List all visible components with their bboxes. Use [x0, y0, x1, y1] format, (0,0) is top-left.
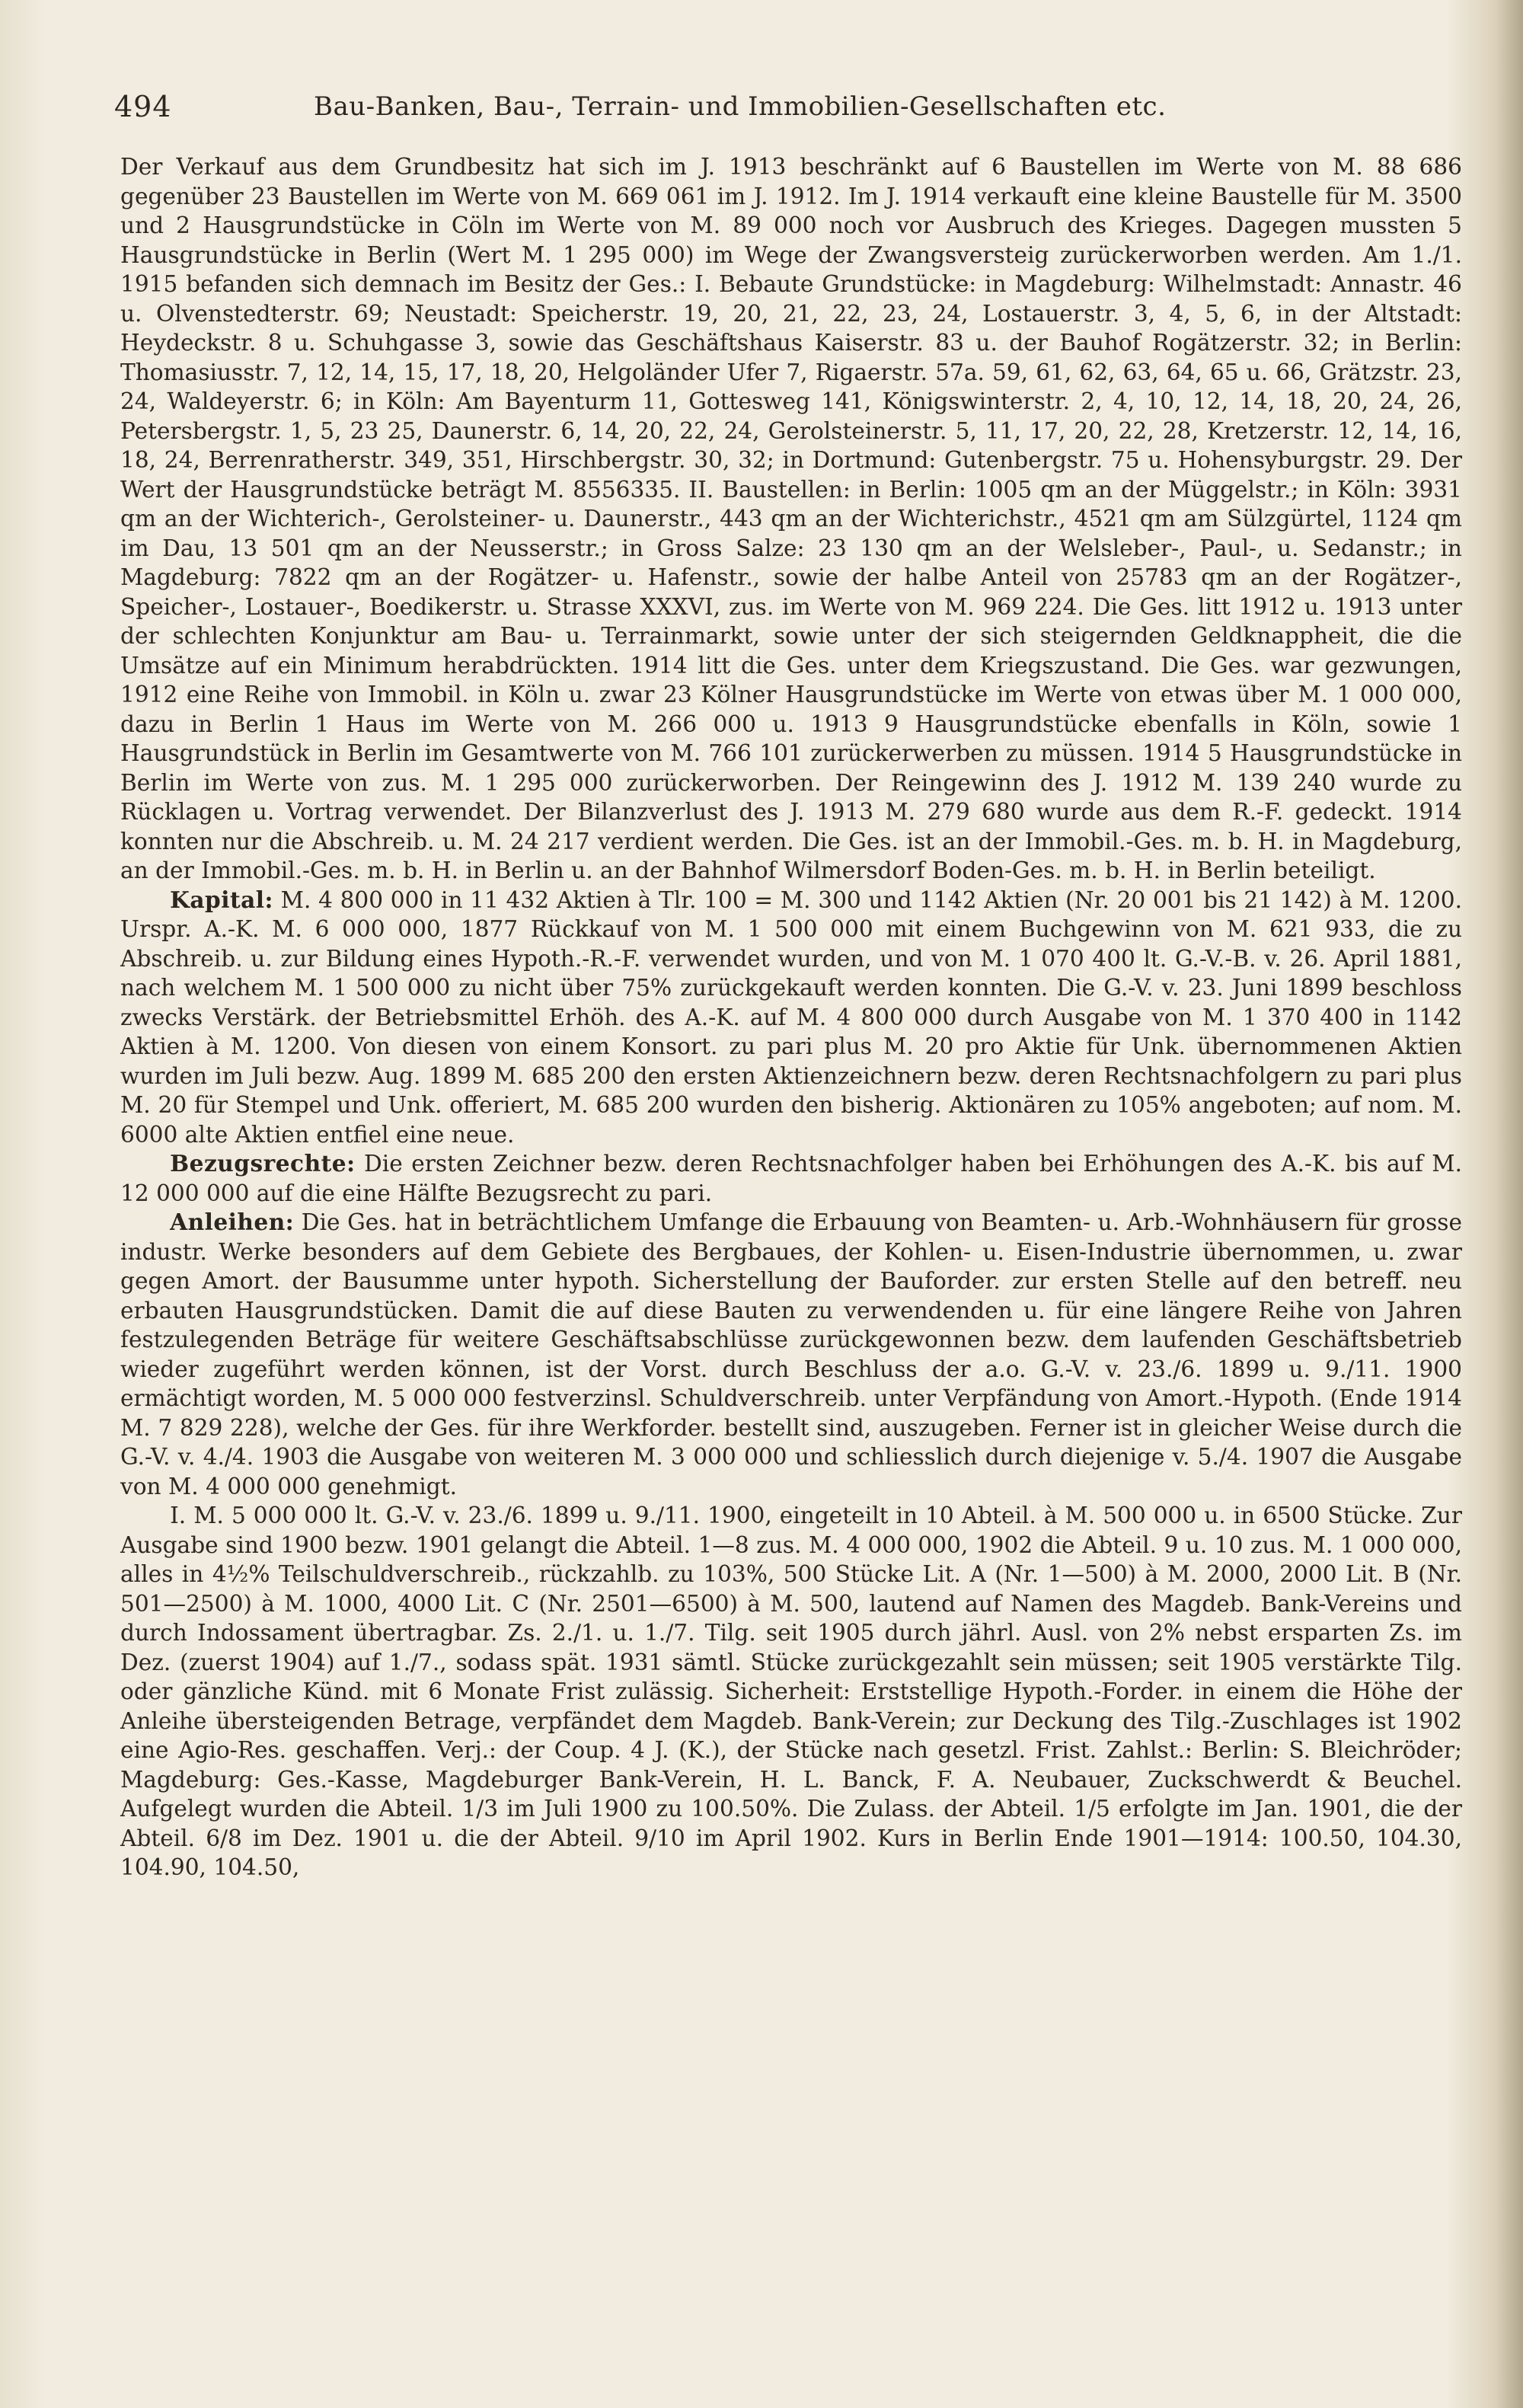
section-label-subscription-rights: Bezugsrechte:	[170, 1150, 356, 1177]
section-label-capital: Kapital:	[170, 886, 273, 913]
page-number: 494	[114, 90, 172, 123]
paragraph-text: M. 4 800 000 in 11 432 Aktien à Tlr. 100 = M. 300 und 1142 Aktien (Nr. 20 001 bis 21 142) à M. 1200. Urspr. A.-K. M. 6 000 000, 1877 Rückkauf von M. 1 500 000 mit einem Buchgewinn von M. 621 933, die zu Abschreib. u. zur Bildung eines Hypoth.-R.-F. verwendet wurden, und von M. 1 070 400 lt. G.-V.-B. v. 26. April 1881, nach welchem M. 1 500 000 zu nicht über 75% zurückgekauft werden konnten. Die G.-V. v. 23. Juni 1899 beschloss zwecks Verstärk. der Betriebsmittel Erhöh. des A.-K. auf M. 4 800 000 durch Ausgabe von M. 1 370 400 in 1142 Aktien à M. 1200. Von diesen von einem Konsort. zu pari plus M. 20 pro Aktie für Unk. übernommenen Aktien wurden im Juli bezw. Aug. 1899 M. 685 200 den ersten Aktienzeichnern bezw. deren Rechtsnachfolgern zu pari plus M. 20 für Stempel und Unk. offeriert, M. 685 200 wurden den bisherig. Aktionären zu 105% angeboten; auf nom. M. 6000 alte Aktien entfiel eine neue.	[120, 886, 1462, 1148]
paragraph-text: Die ersten Zeichner bezw. deren Rechtsnachfolger haben bei Erhöhungen des A.-K. bis auf M. 12 000 000 auf die eine Hälfte Bezugsrecht zu pari.	[120, 1151, 1462, 1206]
body-text	[120, 152, 1462, 1883]
section-label-bonds: Anleihen:	[170, 1209, 295, 1235]
page-edge-shadow	[1496, 0, 1523, 2408]
paragraph-bond-issue-one	[120, 1501, 1462, 1883]
running-title: Bau-Banken, Bau-, Terrain- und Immobilien-Gesellschaften etc.	[314, 91, 1167, 122]
paragraph-text: I. M. 5 000 000 lt. G.-V. v. 23./6. 1899 u. 9./11. 1900, eingeteilt in 10 Abteil. à M. 500 000 u. in 6500 Stücke. Zur Ausgabe sind 1900 bezw. 1901 gelangt die Abteil. 1—8 zus. M. 4 000 000, 1902 die Abteil. 9 u. 10 zus. M. 1 000 000, alles in 4½% Teilschuldverschreib., rückzahlb. zu 103%, 500 Stücke Lit. A (Nr. 1—500) à M. 2000, 2000 Lit. B (Nr. 501—2500) à M. 1000, 4000 Lit. C (Nr. 2501—6500) à M. 500, lautend auf Namen des Magdeb. Bank-Vereins und durch Indossament übertragbar. Zs. 2./1. u. 1./7. Tilg. seit 1905 durch jährl. Ausl. von 2% nebst ersparten Zs. im Dez. (zuerst 1904) auf 1./7., sodass spät. 1931 sämtl. Stücke zurückgezahlt sein müssen; seit 1905 verstärkte Tilg. oder gänzliche Künd. mit 6 Monate Frist zulässig. Sicherheit: Erststellige Hypoth.-Forder. in einem die Höhe der Anleihe übersteigenden Betrage, verpfändet dem Magdeb. Bank-Verein; zur Deckung des Tilg.-Zuschlages ist 1902 eine Agio-Res. geschaffen. Verj.: der Coup. 4 J. (K.), der Stücke nach gesetzl. Frist. Zahlst.: Berlin: S. Bleichröder; Magdeburg: Ges.-Kasse, Magdeburger Bank-Verein, H. L. Banck, F. A. Neubauer, Zuckschwerdt & Beuchel. Aufgelegt wurden die Abteil. 1/3 im Juli 1900 zu 100.50%. Die Zulass. der Abteil. 1/5 erfolgte im Jan. 1901, die der Abteil. 6/8 im Dez. 1901 u. die der Abteil. 9/10 im April 1902. Kurs in Berlin Ende 1901—1914: 100.50, 104.30, 104.90, 104.50,	[120, 1503, 1462, 1880]
paragraph-property-sales	[120, 152, 1462, 886]
page-header	[114, 90, 1454, 128]
paragraph-bonds	[120, 1208, 1462, 1501]
paragraph-subscription-rights	[120, 1149, 1462, 1208]
paragraph-text: Die Ges. hat in beträchtlichem Umfange die Erbauung von Beamten- u. Arb.-Wohnhäusern für grosse industr. Werke besonders auf dem Gebiete des Bergbaues, der Kohlen- u. Eisen-Industrie übernommen, u. zwar gegen Amort. der Bausumme unter hypoth. Sicherstellung der Bauforder. zur ersten Stelle auf den betreff. neu erbauten Hausgrundstücken. Damit die auf diese Bauten zu verwendenden u. für eine längere Reihe von Jahren festzulegenden Beträge für weitere Geschäftsabschlüsse zurückgewonnen bezw. dem laufenden Geschäftsbetrieb wieder zugeführt werden können, ist der Vorst. durch Beschluss der a.o. G.-V. v. 23./6. 1899 u. 9./11. 1900 ermächtigt worden, M. 5 000 000 festverzinsl. Schuldverschreib. unter Verpfändung von Amort.-Hypoth. (Ende 1914 M. 7 829 228), welche der Ges. für ihre Werkforder. bestellt sind, auszugeben. Ferner ist in gleicher Weise durch die G.-V. v. 4./4. 1903 die Ausgabe von weiteren M. 3 000 000 und schliesslich durch diejenige v. 5./4. 1907 die Ausgabe von M. 4 000 000 genehmigt.	[120, 1209, 1462, 1499]
paragraph-capital	[120, 886, 1462, 1150]
paragraph-text: Der Verkauf aus dem Grundbesitz hat sich im J. 1913 beschränkt auf 6 Baustellen im Werte von M. 88 686 gegenüber 23 Baustellen im Werte von M. 669 061 im J. 1912. Im J. 1914 verkauft eine kleine Baustelle für M. 3500 und 2 Hausgrundstücke in Cöln im Werte von M. 89 000 noch vor Ausbruch des Krieges. Dagegen mussten 5 Hausgrundstücke in Berlin (Wert M. 1 295 000) im Wege der Zwangsversteig zurückerworben werden. Am 1./1. 1915 befanden sich demnach im Besitz der Ges.: I. Bebaute Grundstücke: in Magdeburg: Wilhelmstadt: Annastr. 46 u. Olvenstedterstr. 69; Neustadt: Speicherstr. 19, 20, 21, 22, 23, 24, Lostauerstr. 3, 4, 5, 6, in der Altstadt: Heydeckstr. 8 u. Schuhgasse 3, sowie das Geschäftshaus Kaiserstr. 83 u. der Bauhof Rogätzerstr. 32; in Berlin: Thomasiusstr. 7, 12, 14, 15, 17, 18, 20, Helgoländer Ufer 7, Rigaerstr. 57a. 59, 61, 62, 63, 64, 65 u. 66, Grätzstr. 23, 24, Waldeyerstr. 6; in Köln: Am Bayenturm 11, Gottesweg 141, Königswinterstr. 2, 4, 10, 12, 14, 18, 20, 24, 26, Petersbergstr. 1, 5, 23 25, Daunerstr. 6, 14, 20, 22, 24, Gerolsteinerstr. 5, 11, 17, 20, 22, 28, Kretzerstr. 12, 14, 16, 18, 24, Berrenratherstr. 349, 351, Hirschbergstr. 30, 32; in Dortmund: Gutenbergstr. 75 u. Hohensyburgstr. 29. Der Wert der Hausgrundstücke beträgt M. 8556335. II. Baustellen: in Berlin: 1005 qm an der Müggelstr.; in Köln: 3931 qm an der Wichterich-, Gerolsteiner- u. Daunerstr., 443 qm an der Wichterichstr., 4521 qm am Sülzgürtel, 1124 qm im Dau, 13 501 qm an der Neusserstr.; in Gross Salze: 23 130 qm an der Welsleber-, Paul-, u. Sedanstr.; in Magdeburg: 7822 qm an der Rogätzer- u. Hafenstr., sowie der halbe Anteil von 25783 qm an der Rogätzer-, Speicher-, Lostauer-, Boedikerstr. u. Strasse XXXVI, zus. im Werte von M. 969 224. Die Ges. litt 1912 u. 1913 unter der schlechten Konjunktur am Bau- u. Terrainmarkt, sowie unter der sich steigernden Geldknappheit, die die Umsätze auf ein Minimum herabdrückten. 1914 litt die Ges. unter dem Kriegszustand. Die Ges. war gezwungen, 1912 eine Reihe von Immobil. in Köln u. zwar 23 Kölner Hausgrundstücke im Werte von etwas über M. 1 000 000, dazu in Berlin 1 Haus im Werte von M. 266 000 u. 1913 9 Hausgrundstücke ebenfalls in Köln, sowie 1 Hausgrundstück in Berlin im Gesamtwerte von M. 766 101 zurückerwerben zu müssen. 1914 5 Hausgrundstücke in Berlin im Werte von zus. M. 1 295 000 zurückerworben. Der Reingewinn des J. 1912 M. 139 240 wurde zu Rücklagen u. Vortrag verwendet. Der Bilanzverlust des J. 1913 M. 279 680 wurde aus dem R.-F. gedeckt. 1914 konnten nur die Abschreib. u. M. 24 217 verdient werden. Die Ges. ist an der Immobil.-Ges. m. b. H. in Magdeburg, an der Immobil.-Ges. m. b. H. in Berlin u. an der Bahnhof Wilmersdorf Boden-Ges. m. b. H. in Berlin beteiligt.	[120, 154, 1462, 883]
